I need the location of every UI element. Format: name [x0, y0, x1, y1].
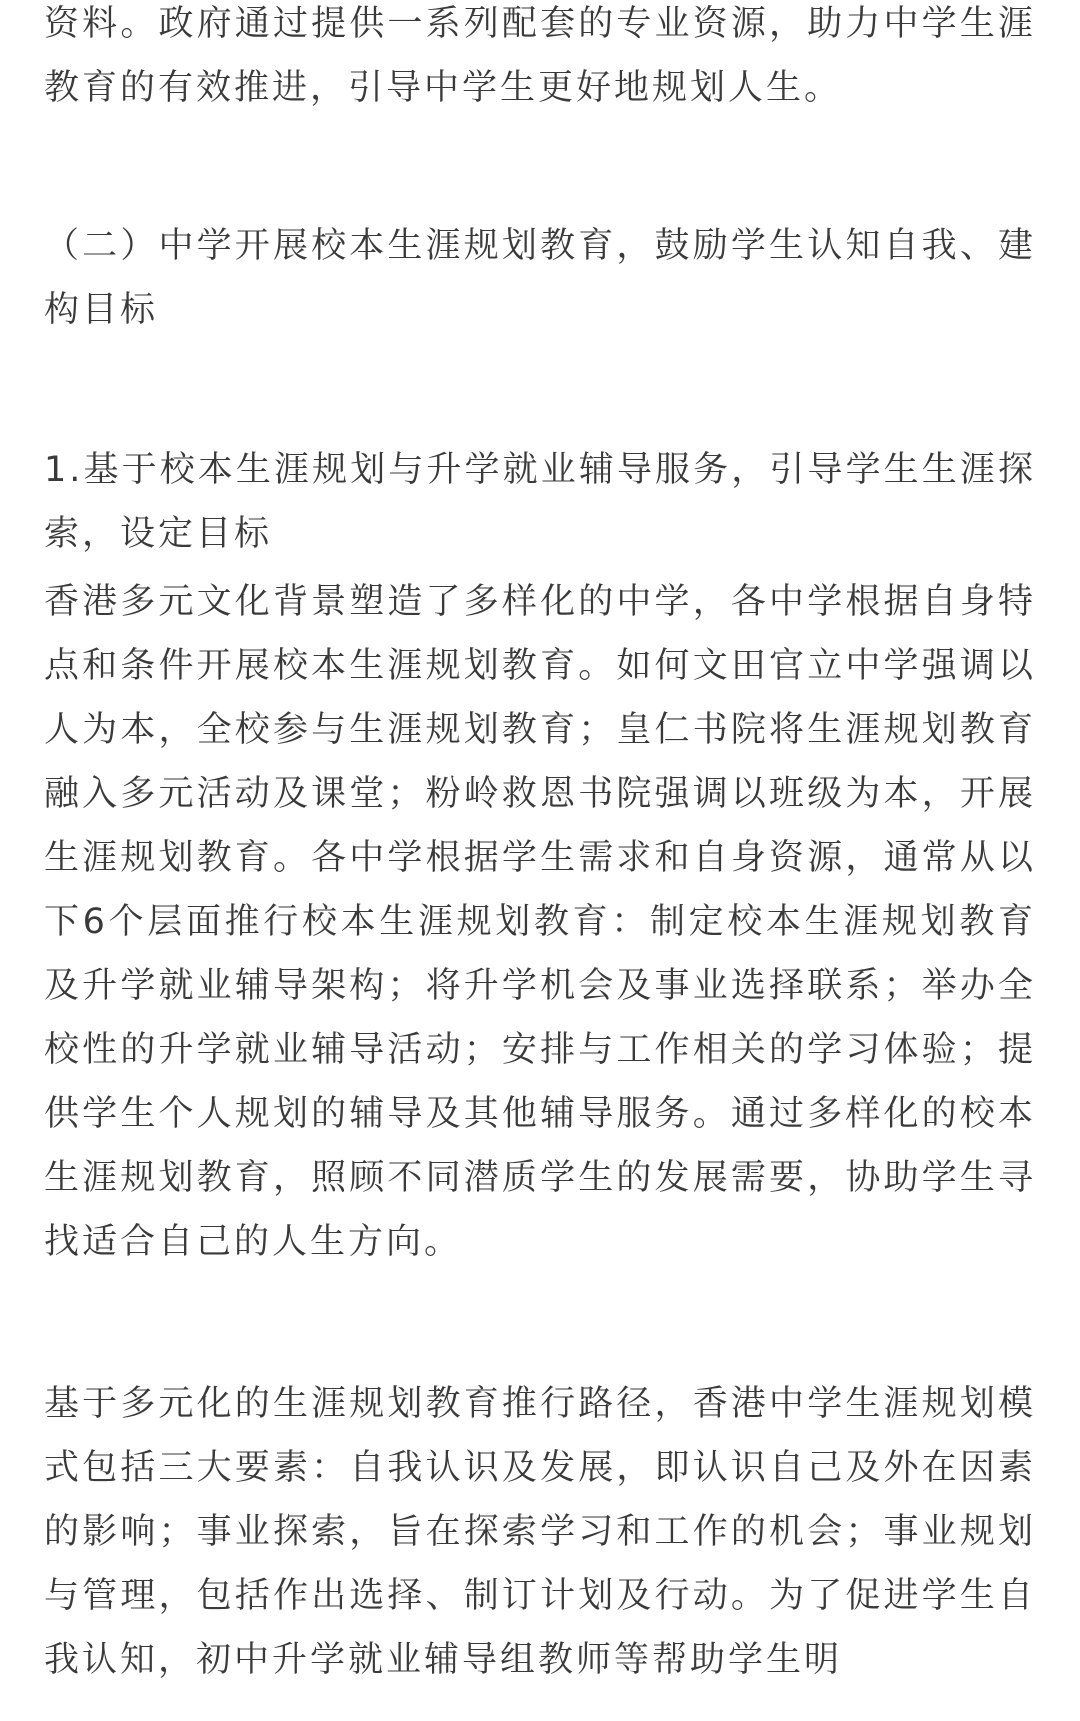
subsection-heading: 1.基于校本生涯规划与升学就业辅导服务，引导学生生涯探索，设定目标	[44, 450, 1036, 554]
section-heading: （二）中学开展校本生涯规划教育，鼓励学生认知自我、建构目标	[44, 226, 1036, 330]
paragraph-intro-end: 资料。政府通过提供一系列配套的专业资源，助力中学生涯教育的有效推进，引导中学生更好地规划人生。	[44, 4, 1036, 108]
article-body	[44, 0, 1036, 1692]
paragraph-career-model: 基于多元化的生涯规划教育推行路径，香港中学生涯规划模式包括三大要素：自我认识及发展，即认识自己及外在因素的影响；事业探索，旨在探索学习和工作的机会；事业规划与管理，包括作出选择、制订计划及行动。为了促进学生自我认知，初中升学就业辅导组教师等帮助学生明	[44, 1384, 1036, 1680]
paragraph-school-practices: 香港多元文化背景塑造了多样化的中学，各中学根据自身特点和条件开展校本生涯规划教育。如何文田官立中学强调以人为本，全校参与生涯规划教育；皇仁书院将生涯规划教育融入多元活动及课堂；粉岭救恩书院强调以班级为本，开展生涯规划教育。各中学根据学生需求和自身资源，通常从以下6个层面推行校本生涯规划教育：制定校本生涯规划教育及升学就业辅导架构；将升学机会及事业选择联系；举办全校性的升学就业辅导活动；安排与工作相关的学习体验；提供学生个人规划的辅导及其他辅导服务。通过多样化的校本生涯规划教育，照顾不同潜质学生的发展需要，协助学生寻找适合自己的人生方向。	[44, 582, 1036, 1262]
